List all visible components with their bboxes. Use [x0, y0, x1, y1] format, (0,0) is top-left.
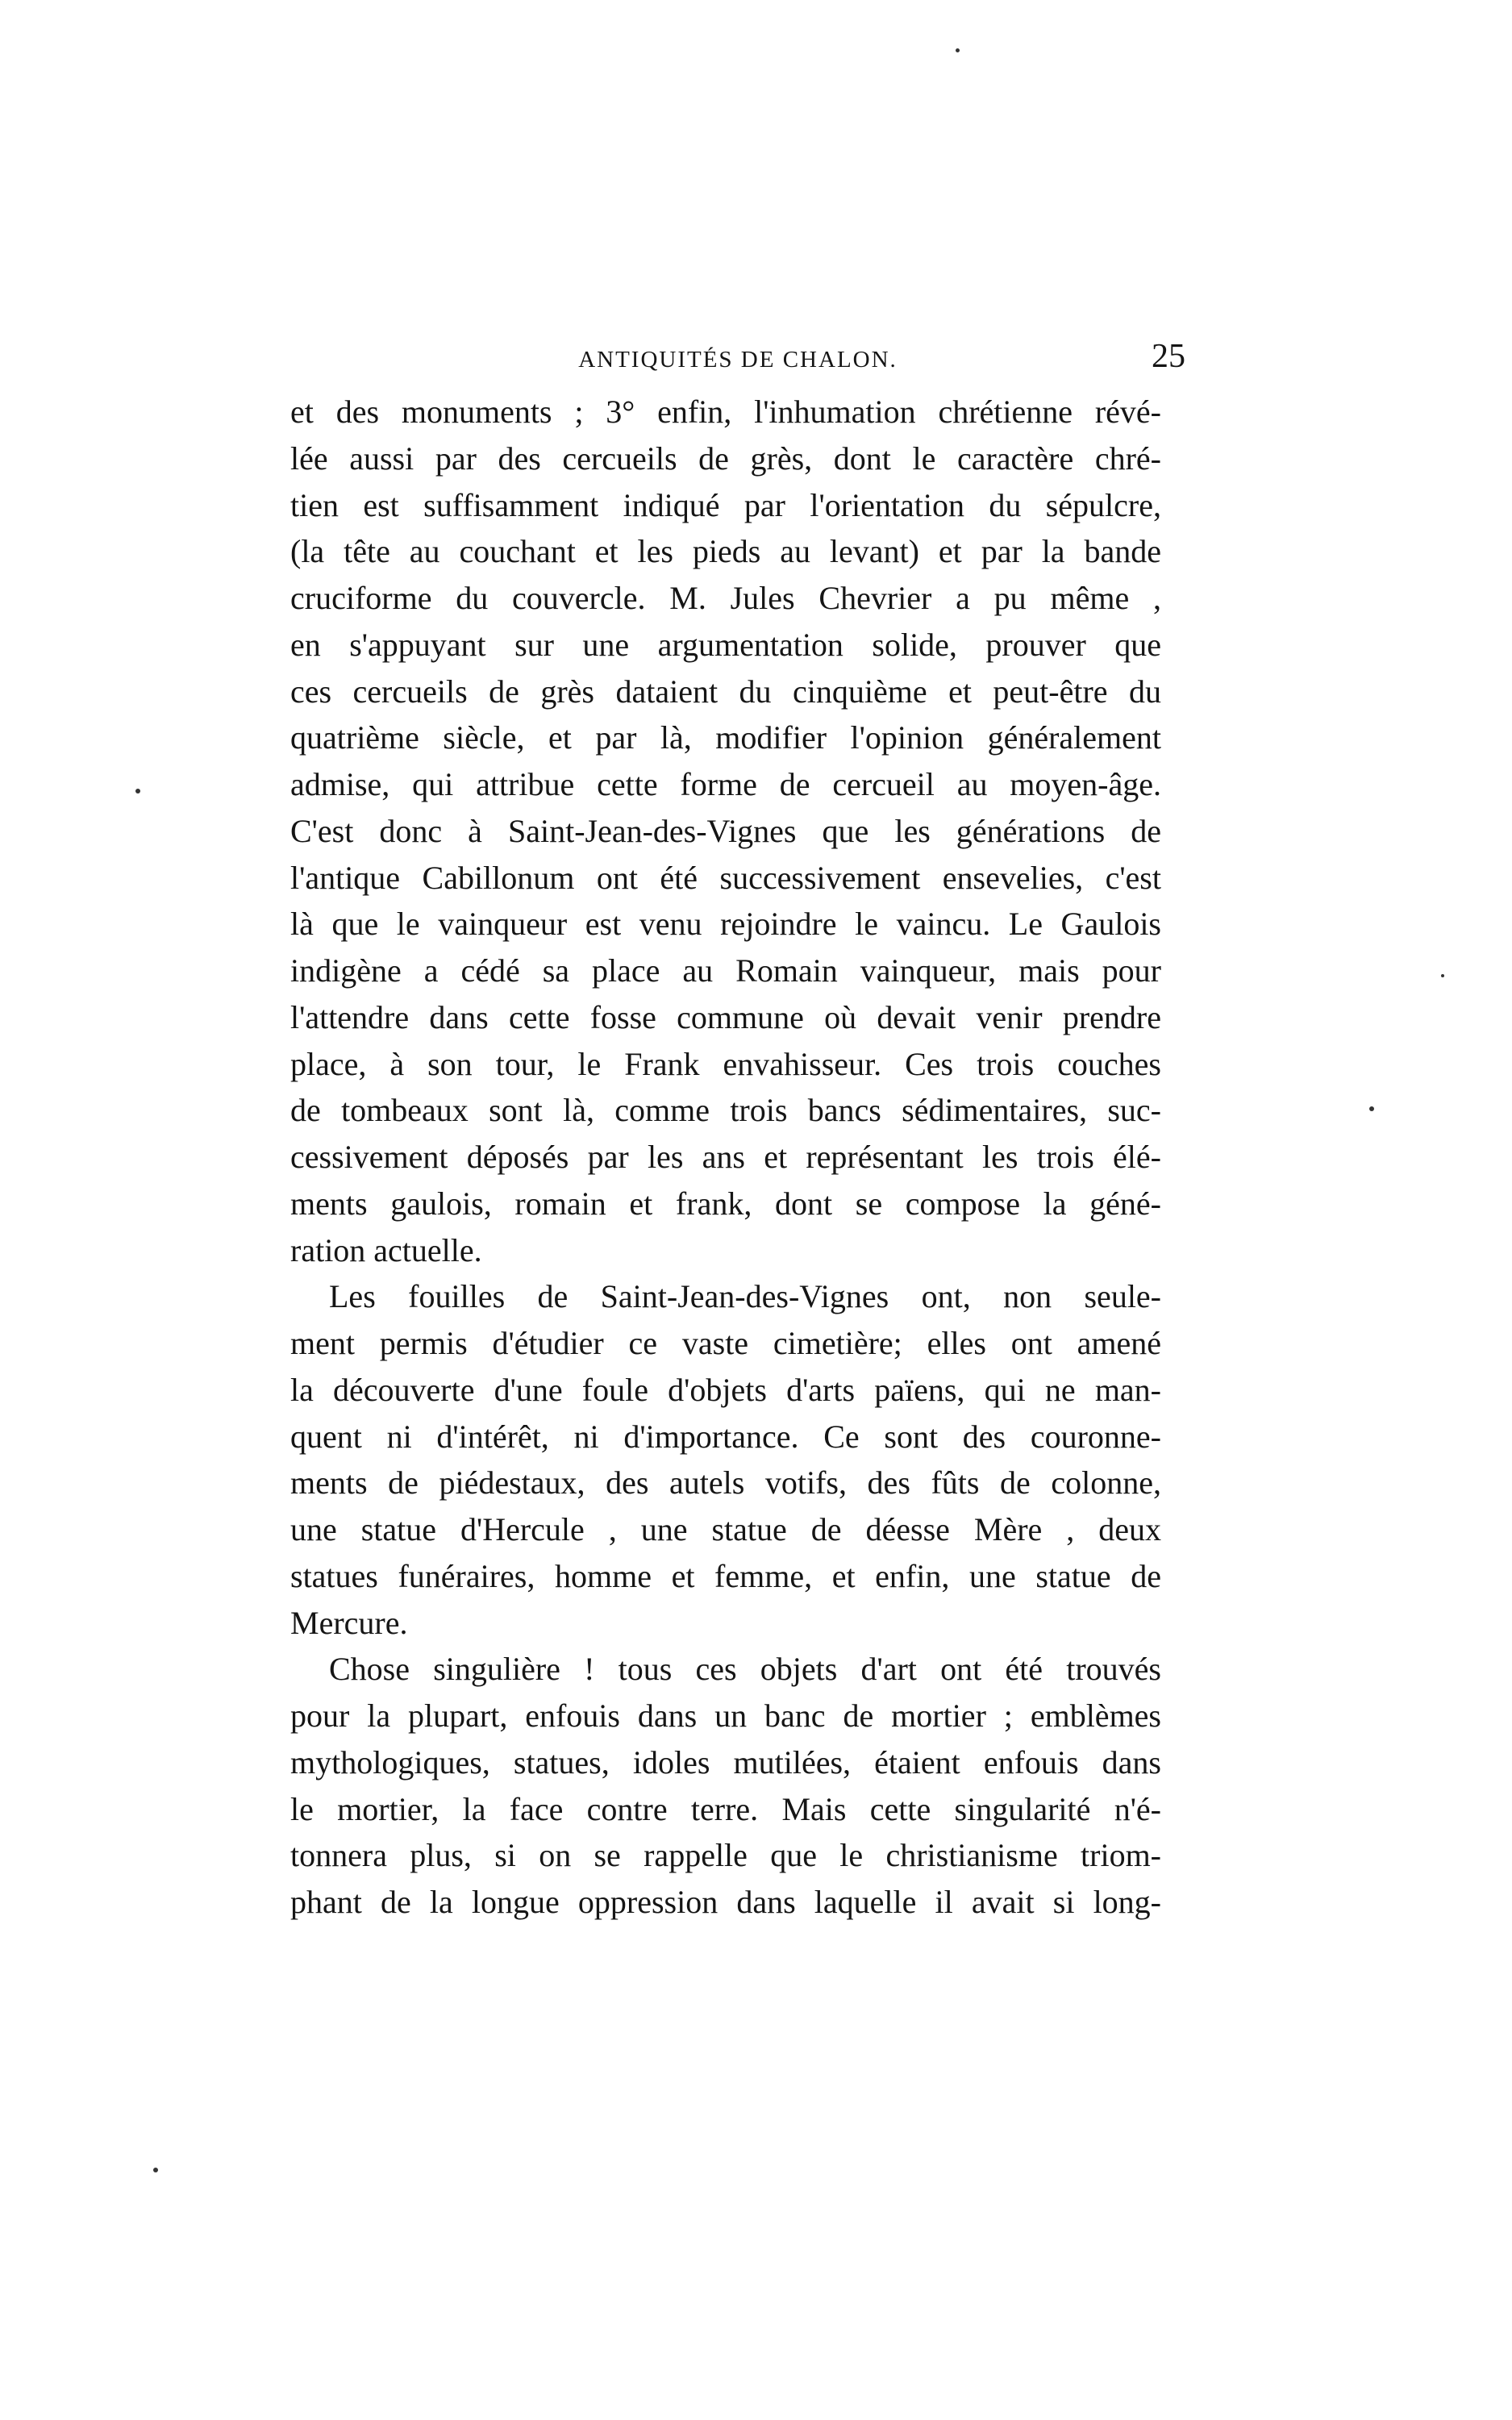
paragraph-first-line: Les fouilles de Saint-Jean-des-Vignes ont, non seule-: [329, 1278, 1161, 1315]
text-line: de tombeaux sont là, comme trois bancs sédimentaires, suc-: [290, 1092, 1161, 1129]
text-line: le mortier, la face contre terre. Mais cette singularité n'é-: [290, 1790, 1161, 1827]
text-line: tien est suffisamment indiqué par l'orientation du sépulcre,: [290, 486, 1161, 523]
text-line: là que le vainqueur est venu rejoindre le vaincu. Le Gaulois: [290, 906, 1161, 943]
text-line: quent ni d'intérêt, ni d'importance. Ce sont des couronne-: [290, 1418, 1161, 1455]
text-line: indigène a cédé sa place au Romain vainqueur, mais pour: [290, 952, 1161, 989]
paragraph-last-line: Mercure.: [290, 1604, 408, 1641]
text-line: place, à son tour, le Frank envahisseur. Ces trois couches: [290, 1045, 1161, 1082]
scan-speck: [135, 789, 140, 793]
text-line: ments de piédestaux, des autels votifs, des fûts de colonne,: [290, 1464, 1161, 1502]
scan-speck: [1369, 1106, 1374, 1111]
text-line: phant de la longue oppression dans laquelle il avait si long-: [290, 1884, 1161, 1920]
paragraph-first-line: Chose singulière ! tous ces objets d'art ont été trouvés: [329, 1651, 1161, 1688]
text-line: une statue d'Hercule , une statue de déesse Mère , deux: [290, 1511, 1161, 1547]
text-line: admise, qui attribue cette forme de cercueil au moyen-âge.: [290, 766, 1161, 802]
text-line: cessivement déposés par les ans et représentant les trois élé-: [290, 1139, 1161, 1175]
text-line: mythologiques, statues, idoles mutilées, étaient enfouis dans: [290, 1743, 1161, 1781]
scan-speck: [153, 2168, 158, 2172]
text-line: l'attendre dans cette fosse commune où devait venir prendre: [290, 998, 1161, 1035]
paragraph-last-line: ration actuelle.: [290, 1231, 482, 1268]
text-line: lée aussi par des cercueils de grès, dont le caractère chré-: [290, 439, 1161, 477]
text-line: statues funéraires, homme et femme, et enfin, une statue de: [290, 1557, 1161, 1594]
body-text: [290, 389, 1161, 1926]
text-line: ment permis d'étudier ce vaste cimetière; elles ont amené: [290, 1325, 1161, 1361]
text-line: pour la plupart, enfouis dans un banc de mortier ; emblèmes: [290, 1697, 1161, 1734]
text-line: cruciforme du couvercle. M. Jules Chevrier a pu même ,: [290, 580, 1161, 616]
text-line: en s'appuyant sur une argumentation solide, prouver que: [290, 626, 1161, 663]
text-line: quatrième siècle, et par là, modifier l'opinion généralement: [290, 719, 1161, 756]
text-line: C'est donc à Saint-Jean-des-Vignes que les générations de: [290, 812, 1161, 849]
text-line: la découverte d'une foule d'objets d'arts païens, qui ne man-: [290, 1371, 1161, 1408]
text-line: ces cercueils de grès dataient du cinquième et peut-être du: [290, 673, 1161, 710]
running-title: ANTIQUITÉS DE CHALON.: [578, 347, 898, 373]
scan-speck: [1441, 974, 1444, 977]
text-line: et des monuments ; 3° enfin, l'inhumation chrétienne révé-: [290, 394, 1161, 430]
running-head: [290, 337, 1185, 385]
text-line: l'antique Cabillonum ont été successivement ensevelies, c'est: [290, 859, 1161, 896]
text-line: (la tête au couchant et les pieds au levant) et par la bande: [290, 533, 1161, 570]
page-number: 25: [1152, 338, 1185, 375]
text-line: ments gaulois, romain et frank, dont se compose la géné-: [290, 1185, 1161, 1222]
scan-speck: [956, 48, 960, 52]
text-line: tonnera plus, si on se rappelle que le christianisme triom-: [290, 1837, 1161, 1874]
